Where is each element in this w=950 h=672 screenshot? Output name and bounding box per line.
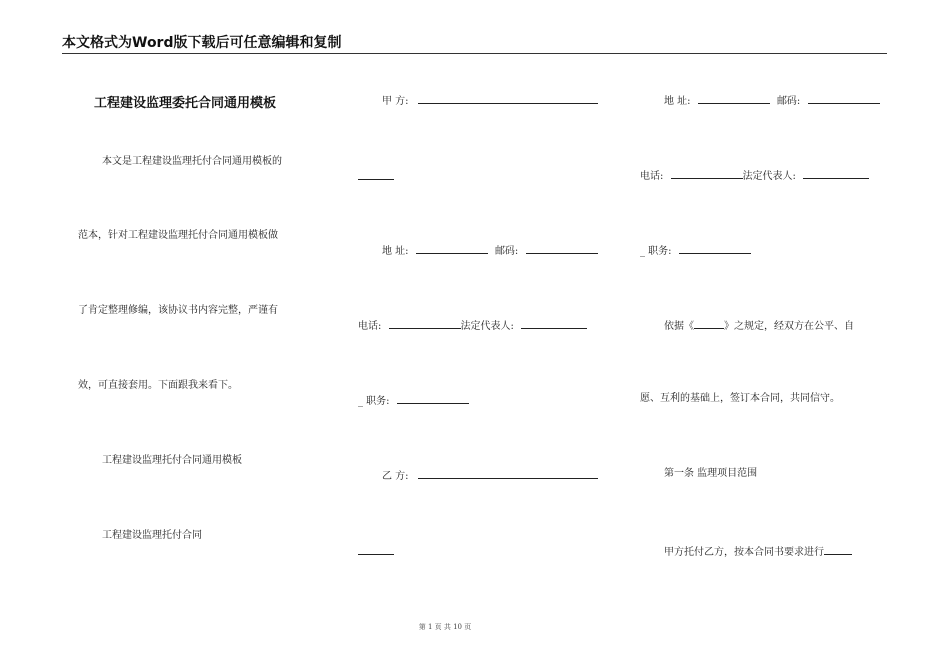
basis-line-1 <box>664 317 854 334</box>
article-1-text: 甲方托付乙方，按本合同书要求进行 <box>664 547 824 558</box>
postcode-blank-a <box>526 242 598 254</box>
duty-label-b: _ 职务: <box>640 246 672 257</box>
continuation-blank-line <box>358 168 394 185</box>
duty-label-a: _ 职务: <box>358 396 390 407</box>
postcode-label-a: 邮码: <box>494 246 519 257</box>
address-label-b: 地 址: <box>664 96 691 107</box>
postcode-blank-b <box>808 92 880 104</box>
phone-label-b: 电话: <box>640 171 664 182</box>
address-blank-b <box>698 92 770 104</box>
intro-line-1: 本文是工程建设监理托付合同通用模板的 <box>102 156 282 167</box>
law-name-blank <box>694 317 724 329</box>
party-a-label: 甲 方: <box>382 96 409 107</box>
address-label-a: 地 址: <box>382 246 409 257</box>
address-field-b <box>664 92 880 109</box>
header-banner: 本文格式为Word版下载后可任意编辑和复制 <box>62 35 342 51</box>
continuation-blank-line-2 <box>358 543 394 560</box>
legal-rep-label-b: 法定代表人: <box>742 171 796 182</box>
phone-label-a: 电话: <box>358 321 382 332</box>
article-1-blank <box>824 543 852 555</box>
address-field-a <box>382 242 598 259</box>
contract-name-line: 工程建设监理托付合同 <box>102 530 202 541</box>
legal-rep-blank-b <box>803 167 869 179</box>
party-a-blank <box>418 92 598 104</box>
phone-blank-a <box>389 317 461 329</box>
party-b-blank <box>418 467 598 479</box>
article-1-heading: 第一条 监理项目范围 <box>664 468 758 479</box>
party-b-label: 乙 方: <box>382 471 409 482</box>
legal-rep-label-a: 法定代表人: <box>460 321 514 332</box>
subtitle-line: 工程建设监理托付合同通用模板 <box>102 455 242 466</box>
address-blank-a <box>416 242 488 254</box>
legal-rep-blank-a <box>521 317 587 329</box>
basis-prefix: 依据《 <box>664 321 694 332</box>
phone-blank-b <box>671 167 743 179</box>
duty-blank-b <box>679 242 751 254</box>
intro-line-2: 范本，针对工程建设监理托付合同通用模板做 <box>78 230 278 241</box>
duty-field-a <box>358 392 469 409</box>
continuation-blank <box>358 168 394 180</box>
basis-suffix: 》之规定，经双方在公平、自 <box>724 321 854 332</box>
duty-field-b <box>640 242 751 259</box>
page-footer: 第 1 页 共 10 页 <box>418 623 472 631</box>
duty-blank-a <box>397 392 469 404</box>
header-divider <box>62 53 887 54</box>
basis-line-2: 愿、互利的基础上，签订本合同，共同信守。 <box>640 393 840 404</box>
document-title: 工程建设监理委托合同通用模板 <box>94 96 277 111</box>
party-b-field <box>382 467 598 484</box>
intro-line-3: 了肯定整理修编，该协议书内容完整，严谨有 <box>78 305 278 316</box>
phone-field-a <box>358 317 587 334</box>
intro-line-4: 效，可直接套用。下面跟我来看下。 <box>78 380 238 391</box>
phone-field-b <box>640 167 869 184</box>
article-1-body <box>664 543 852 560</box>
continuation-blank-2 <box>358 543 394 555</box>
party-a-field <box>382 92 598 109</box>
postcode-label-b: 邮码: <box>776 96 801 107</box>
